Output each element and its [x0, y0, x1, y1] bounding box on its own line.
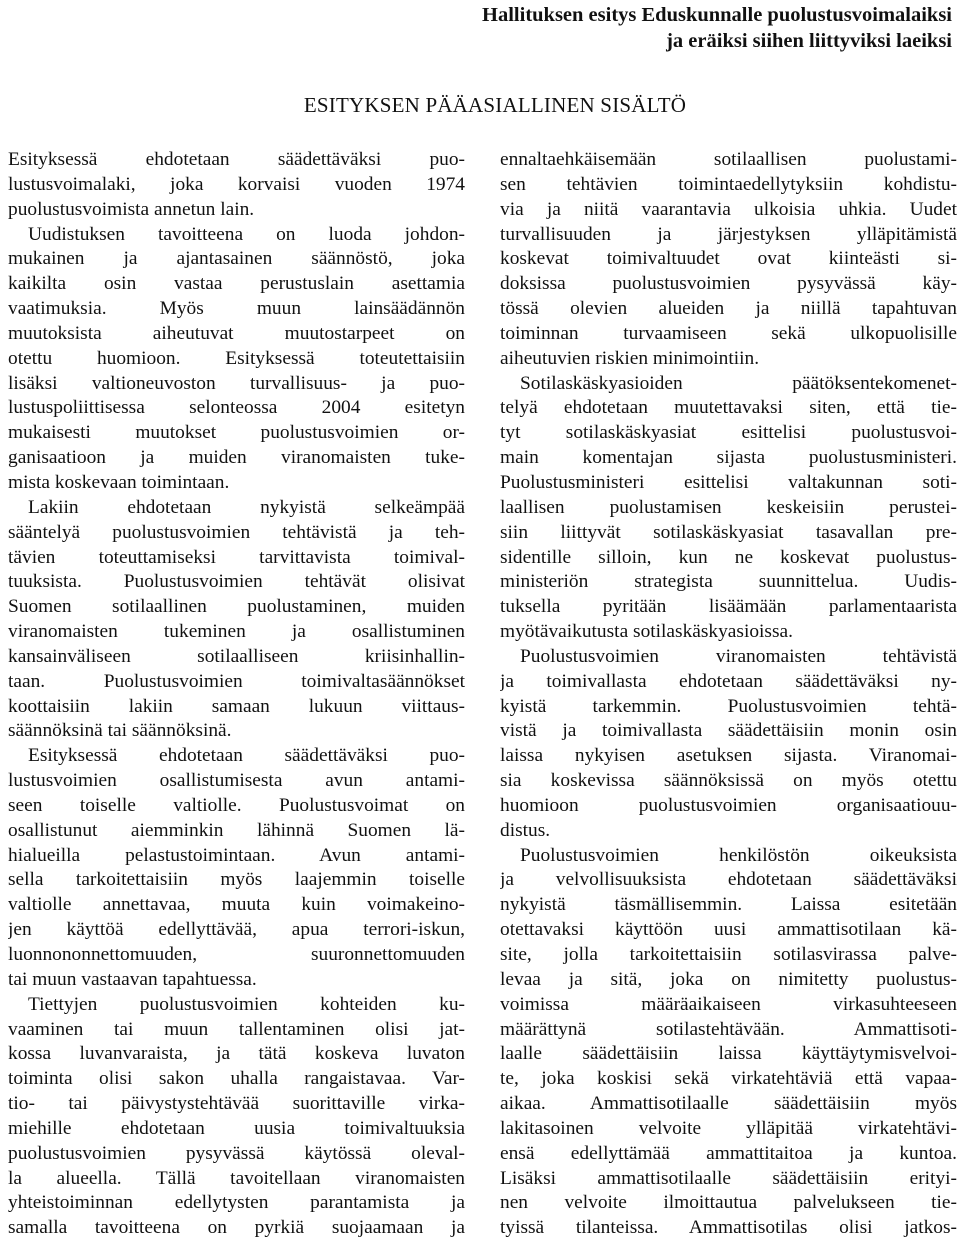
document-title-line: ja eräiksi siihen liittyviksi laeiksi	[666, 30, 952, 52]
text-line: vaaminen tai muun tallentaminen olisi jat-	[8, 1018, 465, 1040]
text-line: vaatimuksia. Myös muun lainsäädännön	[8, 298, 465, 320]
text-line: Lakiin ehdotetaan nykyistä selkeämpää	[28, 496, 465, 518]
text-line: samalla tavoitteena on pyrkiä suojaamaan ja	[8, 1217, 465, 1239]
text-line: toiminnan turvaamiseen sekä ulkopuolisille	[500, 322, 957, 344]
text-line: Puolustusvoimien viranomaisten tehtävistä	[520, 645, 957, 667]
text-line: lisäksi valtioneuvoston turvallisuus- ja puo-	[8, 372, 465, 394]
text-line: sääntelyä puolustusvoimien tehtävistä ja teh-	[8, 521, 465, 543]
text-line: puolustusvoimien pysyvässä käytössä oleval-	[8, 1142, 465, 1164]
text-line: tävien toteuttamiseksi tarvittavista toimival-	[8, 546, 465, 568]
document-title	[332, 2, 952, 54]
text-line: kaikilta osin vastaa perustuslain asettamia	[8, 273, 465, 295]
text-line: Suomen sotilaallinen puolustaminen, muiden	[8, 596, 465, 618]
text-line: luonnononnettomuuden, suuronnettomuuden	[8, 944, 465, 965]
text-line: laissa nykyisen asetuksen sijasta. Viranomai-	[500, 745, 957, 767]
text-line: mukainen ja ajantasainen säännöstö, joka	[8, 248, 465, 270]
text-line: osallistunut aiemminkin lähinnä Suomen lä-	[8, 819, 465, 841]
text-line: kansainväliseen sotilaalliseen kriisinhallin-	[8, 645, 465, 667]
text-line: otettavaksi käyttöön uusi ammattisotilaan kä-	[500, 919, 957, 941]
text-line: muutoksista aiheutuvat muutostarpeet on	[8, 322, 465, 344]
text-line: tyt sotilaskäskyasiat esittelisi puolustusvoi-	[500, 422, 957, 444]
text-column-left	[8, 148, 465, 1254]
text-line: lustusvoimien osallistumisesta avun antami-	[8, 770, 465, 792]
text-line: kyistä tarkemmin. Puolustusvoimien tehtä-	[500, 695, 957, 717]
text-line: säännöksinä tai säännöksinä.	[8, 720, 232, 742]
text-line: tuuksista. Puolustusvoimien tehtävät olisivat	[8, 571, 465, 593]
text-line: tössä olevien alueiden ja niillä tapahtuvan	[500, 298, 957, 320]
text-line: sidentille silloin, kun ne koskevat puolustus-	[500, 546, 957, 568]
text-line: te, joka koskisi sekä virkatehtäviä että vapaa-	[500, 1068, 957, 1090]
text-line: vistä ja toimivallasta säädettäisiin monin osin	[500, 720, 957, 742]
text-line: levaa ja sitä, joka on nimitetty puolustus-	[500, 968, 957, 990]
text-line: mukaisesti muutokset puolustusvoimien or-	[8, 422, 465, 444]
text-line: sella tarkoitettaisiin myös laajemmin toiselle	[8, 869, 465, 891]
text-line: nen velvoite ilmoittautua palvelukseen tie-	[500, 1192, 957, 1214]
text-line: määrättynä sotilastehtävään. Ammattisoti-	[500, 1018, 957, 1040]
text-column-right	[500, 148, 957, 1254]
text-line: toiminta olisi sakon uhalla rangaistavaa. Var-	[8, 1068, 465, 1090]
text-line: tuksella pyritään lisäämään parlamentaarista	[500, 596, 957, 618]
section-heading: ESITYKSEN PÄÄASIALLINEN SISÄLTÖ	[303, 93, 687, 117]
text-line: Tiettyjen puolustusvoimien kohteiden ku-	[28, 993, 465, 1015]
text-line: siin liittyvät sotilaskäskyasiat tasavallan pre-	[500, 521, 957, 543]
text-line: lakitasoinen velvoite ylläpitää virkatehtävi-	[500, 1117, 957, 1139]
text-line: ensä edellyttämää ammattitaitoa ja kuntoa.	[500, 1142, 957, 1164]
text-line: Puolustusvoimien henkilöstön oikeuksista	[520, 844, 957, 866]
text-line: telyä ehdotetaan muutettavaksi siten, että tie-	[500, 397, 957, 419]
text-line: yhteistoiminnan edellytysten parantamista ja	[8, 1192, 465, 1214]
text-line: ganisaatioon ja muiden viranomaisten tuke-	[8, 447, 465, 469]
text-line: lustusvoimalaki, joka korvaisi vuoden 1974	[8, 173, 465, 195]
text-line: taan. Puolustusvoimien toimivaltasäännökset	[8, 670, 465, 692]
text-line: ja toimivallasta ehdotetaan säädettäväksi ny-	[500, 670, 957, 692]
text-line: koottaisiin lakiin samaan lukuun viittaus-	[8, 695, 465, 717]
text-line: sen tehtävien toimintaedellytyksiin kohdistu-	[500, 173, 957, 195]
text-line: mista koskevaan toimintaan.	[8, 471, 230, 493]
text-line: hialueilla pelastustoimintaan. Avun antami-	[8, 844, 465, 866]
text-line: site, jolla tarkoitettaisiin sotilasvirassa palve-	[500, 944, 957, 965]
text-line: ennaltaehkäisemään sotilaallisen puolustami-	[500, 149, 957, 170]
text-line: laalle säädettäisiin laissa käyttäytymisvelvoi-	[500, 1043, 957, 1065]
text-line: Lisäksi ammattisotilaalle säädettäisiin erityi-	[500, 1167, 957, 1189]
text-line: myötävaikutusta sotilaskäskyasioissa.	[500, 621, 793, 643]
text-line: ja velvollisuuksista ehdotetaan säädettäväksi	[500, 869, 957, 891]
text-line: tio- tai päivystystehtävää suorittaville virka-	[8, 1093, 465, 1115]
text-line: puolustusvoimista annetun lain.	[8, 198, 255, 220]
text-line: lustuspoliittisessa selonteossa 2004 esitetyn	[8, 397, 465, 419]
text-line: Sotilaskäskyasioiden päätöksentekomenet-	[520, 372, 957, 394]
text-line: via ja niitä vaarantavia ulkoisia uhkia. Uudet	[500, 198, 957, 220]
text-line: Puolustusministeri esittelisi valtakunnan soti-	[500, 471, 957, 493]
text-line: laallisen puolustamisen keskeisiin perustei-	[500, 496, 957, 518]
text-line: aikaa. Ammattisotilaalle säädettäisiin myös	[500, 1093, 957, 1115]
text-line: nykyistä täsmällisemmin. Laissa esitetään	[500, 894, 957, 916]
text-line: turvallisuuden ja järjestyksen ylläpitämistä	[500, 223, 957, 245]
text-line: main komentajan sijasta puolustusministeri.	[500, 447, 957, 469]
text-line: valtiolle annettavaa, muuta kuin voimakeino-	[8, 894, 465, 916]
text-line: tai muun vastaavan tapahtuessa.	[8, 968, 257, 990]
text-line: Esityksessä ehdotetaan säädettäväksi puo-	[28, 745, 465, 767]
text-line: la alueella. Tällä tavoitellaan viranomaisten	[8, 1167, 465, 1189]
text-line: miehille ehdotetaan uusia toimivaltuuksia	[8, 1117, 465, 1139]
text-line: tyissä tilanteissa. Ammattisotilas olisi jatkos-	[500, 1217, 957, 1239]
text-line: jen käyttöä edellyttävää, apua terrori-iskun,	[8, 919, 465, 941]
text-line: Esityksessä ehdotetaan säädettäväksi puo-	[8, 149, 465, 170]
text-line: doksissa puolustusvoimien pysyvässä käy-	[500, 273, 957, 295]
text-line: viranomaisten tukeminen ja osallistuminen	[8, 621, 465, 643]
text-line: Uudistuksen tavoitteena on luoda johdon-	[28, 223, 465, 245]
text-line: voimissa määräaikaiseen virkasuhteeseen	[500, 993, 957, 1015]
text-line: distus.	[500, 819, 551, 841]
text-line: otettu huomioon. Esityksessä toteutettaisiin	[8, 347, 465, 369]
text-line: koskevat toimivaltuudet ovat kiinteästi si-	[500, 248, 957, 270]
text-line: huomioon puolustusvoimien organisaatiouu-	[500, 794, 957, 816]
text-line: ministeriön strategista suunnittelua. Uudis-	[500, 571, 957, 593]
text-line: seen toiselle valtiolle. Puolustusvoimat on	[8, 794, 465, 816]
document-title-line: Hallituksen esitys Eduskunnalle puolustusvoimalaiksi	[482, 4, 952, 26]
text-line: aiheutuvien riskien minimointiin.	[500, 347, 760, 369]
text-line: kossa luvanvaraista, ja tätä koskeva luvaton	[8, 1043, 465, 1065]
text-line: sia koskevissa säännöksissä on myös otettu	[500, 770, 957, 792]
